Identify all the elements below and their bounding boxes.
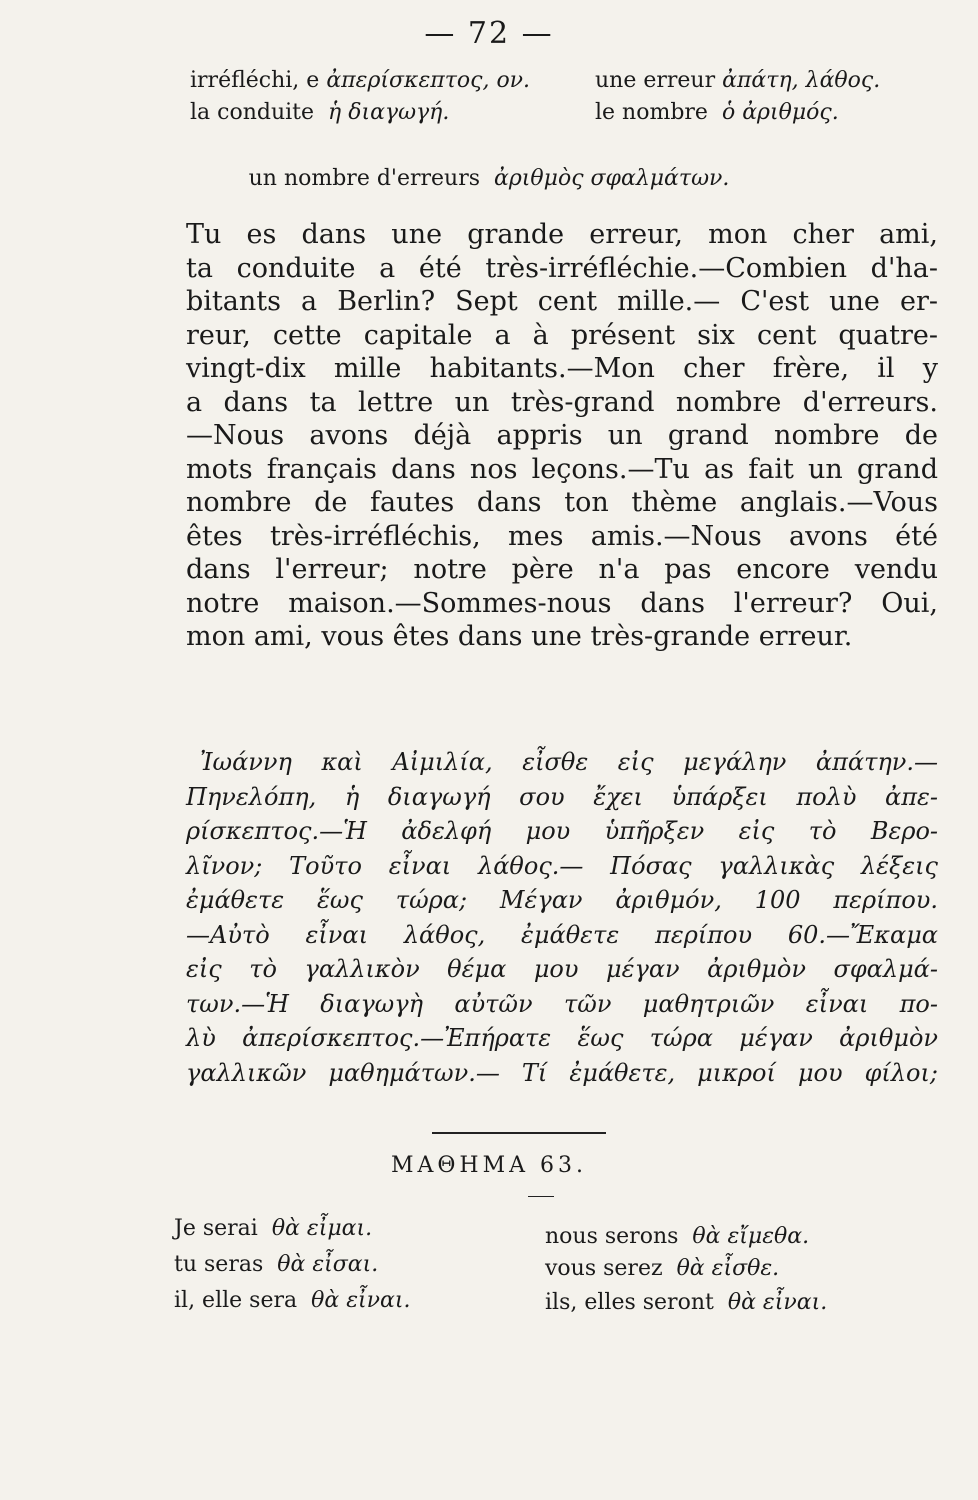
conjugation-left-2 bbox=[174, 1252, 378, 1277]
conjugation-greek: θὰ εἶναι. bbox=[727, 1290, 828, 1315]
vocab-greek: ἀπάτη, λάθος. bbox=[722, 68, 881, 93]
text-line: mots français dans nos leçons.—Tu as fait un grand bbox=[186, 453, 938, 485]
conjugation-french: il, elle sera bbox=[174, 1288, 298, 1313]
text-line: εἰς τὸ γαλλικὸν θέμα μου μέγαν ἀριθμὸν σφαλμά- bbox=[186, 955, 938, 983]
text-line: êtes très-irréfléchis, mes amis.—Nous avons été bbox=[186, 520, 938, 552]
conjugation-french: tu seras bbox=[174, 1252, 264, 1277]
text-line: ρίσκεπτος.—Ἡ ἀδελφή μου ὑπῆρξεν εἰς τὸ Βερο- bbox=[186, 817, 938, 845]
text-line: nombre de fautes dans ton thème anglais.—Vous bbox=[186, 487, 938, 518]
text-line: Πηνελόπη, ἡ διαγωγή σου ἔχει ὑπάρξει πολὺ ἀπε- bbox=[186, 782, 938, 811]
conjugation-left-1 bbox=[174, 1216, 372, 1241]
text-line: ἐμάθετε ἕως τώρα; Μέγαν ἀριθμόν, 100 περίπου. bbox=[186, 886, 938, 914]
text-line: λῖνον; Τοῦτο εἶναι λάθος.— Πόσας γαλλικὰς λέξεις bbox=[186, 851, 938, 880]
text-line: a dans ta lettre un très-grand nombre d'erreurs. bbox=[186, 386, 938, 418]
vocab-entry-irreflechi bbox=[190, 68, 530, 93]
conjugation-right-1 bbox=[545, 1224, 809, 1249]
text-line: Tu es dans une grande erreur, mon cher ami, bbox=[186, 219, 938, 250]
text-line: Ἰωάννη καὶ Αἰμιλία, εἶσθε εἰς μεγάλην ἀπάτην.— bbox=[200, 748, 938, 776]
vocab-entry-erreur bbox=[595, 68, 880, 93]
conjugation-french: ils, elles seront bbox=[545, 1290, 714, 1315]
vocab-entry-conduite bbox=[190, 100, 449, 125]
text-line: —Αὐτὸ εἶναι λάθος, ἐμάθετε περίπου 60.—Ἔκαμα bbox=[186, 920, 938, 949]
vocab-greek: ὁ ἀριθμός. bbox=[721, 100, 839, 125]
text-line: bitants a Berlin? Sept cent mille.— C'est une er- bbox=[186, 286, 938, 317]
text-line: reur, cette capitale a à présent six cent quatre- bbox=[186, 319, 938, 351]
text-line: των.—Ἡ διαγωγὴ αὐτῶν τῶν μαθητριῶν εἶναι πο- bbox=[186, 989, 938, 1018]
lesson-title: ΜΑΘΗΜΑ 63. bbox=[390, 1153, 588, 1178]
conjugation-greek: θὰ εἶσθε. bbox=[676, 1256, 780, 1281]
vocab-greek: ἀριθμὸς σφαλμάτων. bbox=[494, 166, 730, 191]
vocab-entry-nombre bbox=[595, 100, 839, 125]
page-number: — 72 — bbox=[424, 16, 554, 51]
text-line: λὺ ἀπερίσκεπτος.—Ἐπήρατε ἕως τώρα μέγαν ἀριθμὸν bbox=[186, 1024, 938, 1052]
conjugation-greek: θὰ εἶσαι. bbox=[277, 1252, 379, 1277]
vocab-entry-nombre-erreurs bbox=[0, 166, 978, 191]
vocab-french: une erreur bbox=[595, 68, 716, 93]
conjugation-right-3 bbox=[545, 1290, 827, 1315]
vocab-french: irréfléchi, e bbox=[190, 68, 320, 93]
vocab-greek: ἡ διαγωγή. bbox=[328, 100, 450, 125]
text-line: γαλλικῶν μαθημάτων.— Τί ἐμάθετε, μικροί μου φίλοι; bbox=[186, 1058, 938, 1087]
section-divider bbox=[432, 1132, 606, 1134]
text-line: ta conduite a été très-irréfléchie.—Combien d'ha- bbox=[186, 252, 938, 284]
conjugation-french: vous serez bbox=[545, 1256, 663, 1281]
conjugation-greek: θὰ εἴμεθα. bbox=[692, 1224, 810, 1249]
text-line: vingt-dix mille habitants.—Mon cher frère, il y bbox=[186, 353, 938, 384]
text-line: notre maison.—Sommes-nous dans l'erreur? Oui, bbox=[186, 587, 938, 619]
conjugation-french: nous serons bbox=[545, 1224, 679, 1249]
conjugation-greek: θὰ εἶναι. bbox=[311, 1288, 411, 1313]
vocab-french: un nombre d'erreurs bbox=[248, 166, 481, 191]
text-line: mon ami, vous êtes dans une très-grande erreur. bbox=[186, 621, 853, 652]
conjugation-greek: θὰ εἶμαι. bbox=[271, 1216, 373, 1241]
french-exercise bbox=[186, 218, 938, 654]
greek-exercise bbox=[186, 745, 938, 1090]
vocab-french: le nombre bbox=[595, 100, 708, 125]
vocab-greek: ἀπερίσκεπτος, ον. bbox=[326, 68, 531, 93]
title-underline bbox=[528, 1196, 554, 1197]
conjugation-left-3 bbox=[174, 1288, 411, 1313]
conjugation-right-2 bbox=[545, 1256, 779, 1281]
text-line: dans l'erreur; notre père n'a pas encore vendu bbox=[186, 554, 938, 585]
text-line: —Nous avons déjà appris un grand nombre de bbox=[186, 420, 938, 451]
conjugation-french: Je serai bbox=[174, 1216, 258, 1241]
vocab-french: la conduite bbox=[190, 100, 315, 125]
